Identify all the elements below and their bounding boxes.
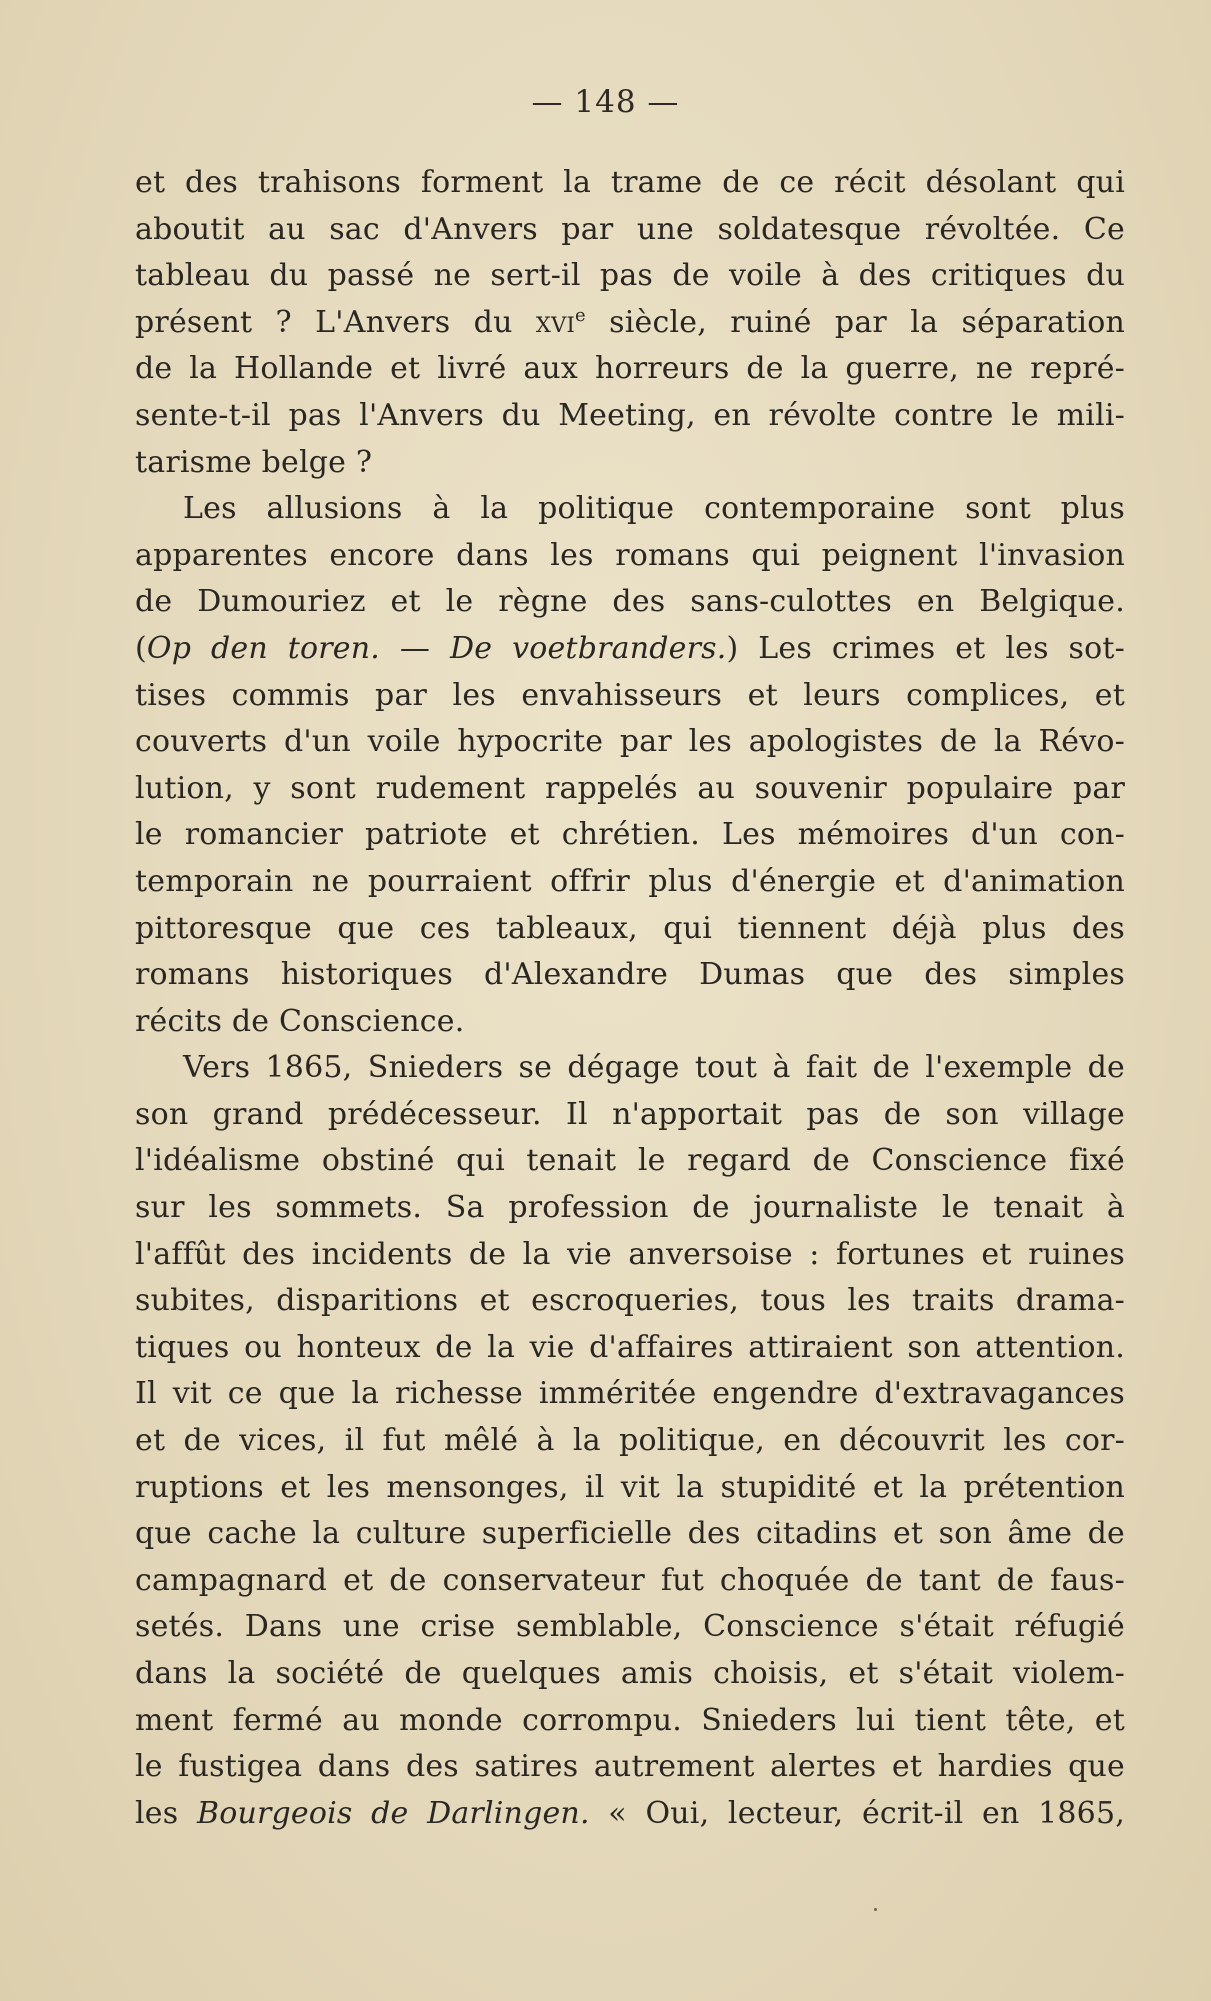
text-line: [135, 1791, 1125, 1838]
text-line: romans historiques d'Alexandre Dumas que des simples: [135, 957, 1125, 993]
century-numeral: xvi: [535, 304, 575, 340]
text-line: de Dumouriez et le règne des sans-culottes en Belgique.: [135, 584, 1125, 620]
text-line: et des trahisons forment la trame de ce récit désolant qui: [135, 165, 1125, 200]
text-line: sente-t-il pas l'Anvers du Meeting, en révolte contre le mili-: [135, 397, 1125, 433]
text-line: [135, 626, 1125, 673]
paper-speck: [874, 1908, 877, 1911]
text-segment: —: [380, 630, 450, 666]
italic-title: Bourgeois de Darlingen.: [196, 1795, 590, 1831]
text-segment: siècle, ruiné par la séparation: [585, 304, 1125, 340]
text-line: tises commis par les envahisseurs et leurs complices, et: [135, 677, 1125, 713]
text-line: le romancier patriote et chrétien. Les mémoires d'un con-: [135, 817, 1125, 853]
text-line: Il vit ce que la richesse imméritée engendre d'extravagances: [135, 1376, 1125, 1412]
text-line: dans la société de quelques amis choisis, et s'était violem-: [135, 1656, 1125, 1691]
text-line: ment fermé au monde corrompu. Snieders lui tient tête, et: [135, 1702, 1125, 1738]
text-segment: « Oui, lecteur, écrit-il en 1865,: [589, 1795, 1125, 1831]
italic-title: De voetbranders.: [449, 630, 727, 666]
text-line: sur les sommets. Sa profession de journaliste le tenait à: [135, 1190, 1125, 1226]
text-line: tiques ou honteux de la vie d'affaires attiraient son attention.: [135, 1329, 1125, 1365]
text-segment: (: [135, 630, 147, 666]
text-line: [135, 300, 1125, 347]
text-line: récits de Conscience.: [135, 1003, 465, 1039]
text-line: l'idéalisme obstiné qui tenait le regard de Conscience fixé: [135, 1143, 1125, 1179]
text-line: lution, y sont rudement rappelés au souvenir populaire par: [135, 770, 1125, 806]
page-number: — 148 —: [531, 84, 680, 120]
text-line: Vers 1865, Snieders se dégage tout à fait de l'exemple de: [183, 1050, 1125, 1086]
text-line: tarisme belge ?: [135, 444, 373, 480]
text-line: temporain ne pourraient offrir plus d'énergie et d'animation: [135, 863, 1125, 899]
text-line: l'affût des incidents de la vie anversoise : fortunes et ruines: [135, 1236, 1125, 1272]
text-line: aboutit au sac d'Anvers par une soldatesque révoltée. Ce: [135, 211, 1125, 247]
text-line: que cache la culture superficielle des citadins et son âme de: [135, 1516, 1125, 1552]
superscript: e: [574, 304, 586, 326]
text-segment: les: [135, 1795, 197, 1831]
text-line: couverts d'un voile hypocrite par les apologistes de la Révo-: [135, 724, 1125, 760]
text-line: le fustigea dans des satires autrement alertes et hardies que: [135, 1749, 1125, 1785]
text-line: campagnard et de conservateur fut choquée de tant de faus-: [135, 1562, 1125, 1598]
text-line: setés. Dans une crise semblable, Conscience s'était réfugié: [135, 1609, 1125, 1645]
text-line: subites, disparitions et escroqueries, tous les traits drama-: [135, 1283, 1125, 1319]
text-line: son grand prédécesseur. Il n'apportait pas de son village: [135, 1096, 1125, 1132]
text-line: de la Hollande et livré aux horreurs de la guerre, ne repré-: [135, 351, 1125, 387]
text-segment: présent ? L'Anvers du: [135, 304, 536, 340]
text-line: Les allusions à la politique contemporaine sont plus: [183, 491, 1125, 527]
body-text: [135, 160, 1125, 1837]
italic-title: Op den toren.: [146, 630, 381, 666]
text-line: pittoresque que ces tableaux, qui tiennent déjà plus des: [135, 910, 1125, 946]
text-line: apparentes encore dans les romans qui peignent l'invasion: [135, 537, 1125, 573]
text-line: et de vices, il fut mêlé à la politique, en découvrit les cor-: [135, 1423, 1125, 1459]
text-segment: ) Les crimes et les sot-: [726, 630, 1125, 666]
text-line: tableau du passé ne sert-il pas de voile à des critiques du: [135, 258, 1125, 294]
text-line: ruptions et les mensonges, il vit la stupidité et la prétention: [135, 1469, 1125, 1505]
